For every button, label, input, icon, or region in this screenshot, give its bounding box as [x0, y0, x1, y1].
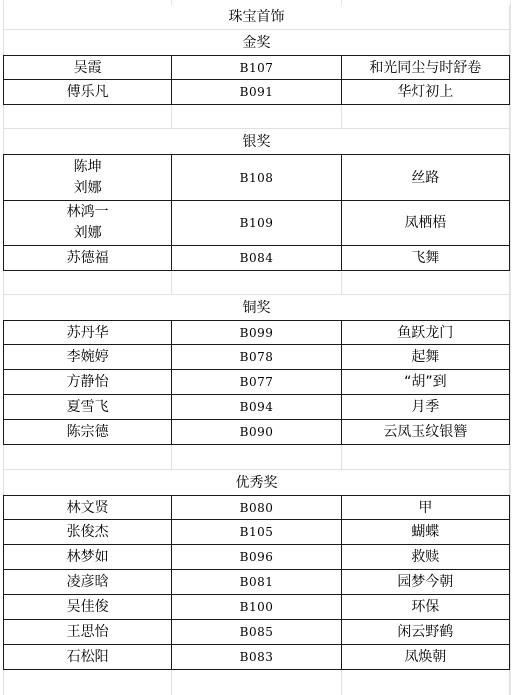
empty-cell[interactable] [4, 271, 171, 294]
work-title[interactable]: 起舞 [341, 345, 509, 369]
work-title[interactable]: “胡”到 [341, 370, 509, 394]
entrant-name[interactable]: 凌彦晗 [66, 574, 109, 590]
entrant-name[interactable] [4, 201, 171, 245]
table-title[interactable]: 珠宝首饰 [228, 9, 285, 25]
empty-cell[interactable] [171, 271, 340, 294]
entrant-name[interactable] [4, 155, 171, 200]
table-row [3, 370, 510, 395]
entrant-name[interactable]: 吴佳俊 [66, 599, 109, 615]
entry-code[interactable]: B083 [171, 645, 340, 669]
empty-cell[interactable] [341, 670, 509, 695]
entrant-name-line: 刘娜 [73, 179, 102, 196]
entry-code[interactable]: B081 [171, 570, 340, 594]
entrant-name[interactable]: 石松阳 [66, 649, 109, 665]
entry-code[interactable]: B096 [171, 545, 340, 569]
empty-cell[interactable] [341, 105, 509, 128]
table-row [3, 645, 510, 670]
award-title[interactable]: 金奖 [242, 34, 271, 51]
entrant-name[interactable]: 夏雪飞 [66, 399, 109, 415]
work-title[interactable]: 救赎 [341, 545, 509, 569]
entry-code[interactable]: B109 [171, 201, 340, 245]
table-row [3, 420, 510, 445]
work-title[interactable]: 华灯初上 [341, 80, 509, 104]
entrant-name-line: 陈坤 [73, 158, 102, 175]
entrant-name[interactable]: 方静怡 [66, 374, 109, 390]
entry-code[interactable]: B107 [171, 56, 340, 79]
table-row [3, 495, 510, 520]
entry-code[interactable]: B090 [171, 420, 340, 444]
empty-cell[interactable] [171, 445, 340, 469]
empty-cell[interactable] [4, 445, 171, 469]
award-header-bronze [3, 295, 510, 320]
table-row [3, 80, 510, 105]
entry-code[interactable]: B078 [171, 345, 340, 369]
entrant-name[interactable]: 李婉婷 [66, 349, 109, 365]
work-title[interactable]: 月季 [341, 395, 509, 419]
table-row [3, 201, 510, 246]
work-title[interactable]: 云凤玉纹银簪 [341, 420, 509, 444]
entry-code[interactable]: B084 [171, 246, 340, 270]
entrant-name[interactable]: 张俊杰 [66, 524, 109, 540]
award-header-gold [3, 30, 510, 55]
entry-code[interactable]: B080 [171, 496, 340, 519]
table-row [3, 520, 510, 545]
award-title[interactable]: 优秀奖 [235, 474, 278, 491]
entrant-name[interactable]: 苏丹华 [66, 324, 109, 341]
work-title[interactable]: 园梦今朝 [341, 570, 509, 594]
empty-cell[interactable] [171, 670, 340, 695]
table-row [3, 246, 510, 271]
entrant-name[interactable]: 陈宗德 [66, 424, 109, 440]
table-row [3, 570, 510, 595]
empty-cell[interactable] [4, 105, 171, 128]
work-title[interactable]: 飞舞 [341, 246, 509, 270]
empty-cell[interactable] [341, 445, 509, 469]
empty-cell[interactable] [4, 670, 171, 695]
work-title[interactable]: 凤焕朝 [341, 645, 509, 669]
entrant-name-line: 刘娜 [73, 225, 102, 241]
work-title[interactable]: 凤栖梧 [341, 201, 509, 245]
empty-cell[interactable] [341, 271, 509, 294]
table-row [3, 620, 510, 645]
entrant-name[interactable]: 林梦如 [66, 549, 109, 565]
table-row [3, 55, 510, 80]
table-row [3, 595, 510, 620]
empty-row [3, 105, 510, 129]
entrant-name[interactable]: 傅乐凡 [66, 84, 109, 100]
table-row [3, 395, 510, 420]
award-title[interactable]: 银奖 [242, 133, 271, 150]
entry-code[interactable]: B100 [171, 595, 340, 619]
work-title[interactable]: 蝴蝶 [341, 520, 509, 544]
work-title[interactable]: 丝路 [341, 155, 509, 200]
work-title[interactable]: 闲云野鹤 [341, 620, 509, 644]
table-row [3, 154, 510, 201]
entrant-name[interactable]: 吴霞 [73, 59, 102, 76]
entry-code[interactable]: B091 [171, 80, 340, 104]
work-title[interactable]: 和光同尘与时舒卷 [341, 56, 509, 79]
work-title[interactable]: 环保 [341, 595, 509, 619]
work-title[interactable]: 鱼跃龙门 [341, 321, 509, 344]
entry-code[interactable]: B108 [171, 155, 340, 200]
entry-code[interactable]: B094 [171, 395, 340, 419]
award-header-excellence [3, 470, 510, 495]
title-row [3, 5, 510, 30]
empty-row [3, 670, 510, 695]
entrant-name[interactable]: 林文贤 [66, 499, 109, 516]
entry-code[interactable]: B105 [171, 520, 340, 544]
table-row [3, 320, 510, 345]
empty-row [3, 271, 510, 295]
empty-row [3, 445, 510, 470]
award-header-silver [3, 129, 510, 154]
entrant-name[interactable]: 苏德福 [66, 250, 109, 266]
entry-code[interactable]: B099 [171, 321, 340, 344]
award-title[interactable]: 铜奖 [242, 299, 271, 316]
work-title[interactable]: 甲 [341, 496, 509, 519]
entrant-name-line: 林鸿一 [66, 204, 109, 220]
empty-cell[interactable] [171, 105, 340, 128]
gridline [510, 0, 511, 695]
table-row [3, 345, 510, 370]
table-row [3, 545, 510, 570]
entrant-name[interactable]: 王思怡 [66, 624, 109, 640]
entry-code[interactable]: B085 [171, 620, 340, 644]
entry-code[interactable]: B077 [171, 370, 340, 394]
